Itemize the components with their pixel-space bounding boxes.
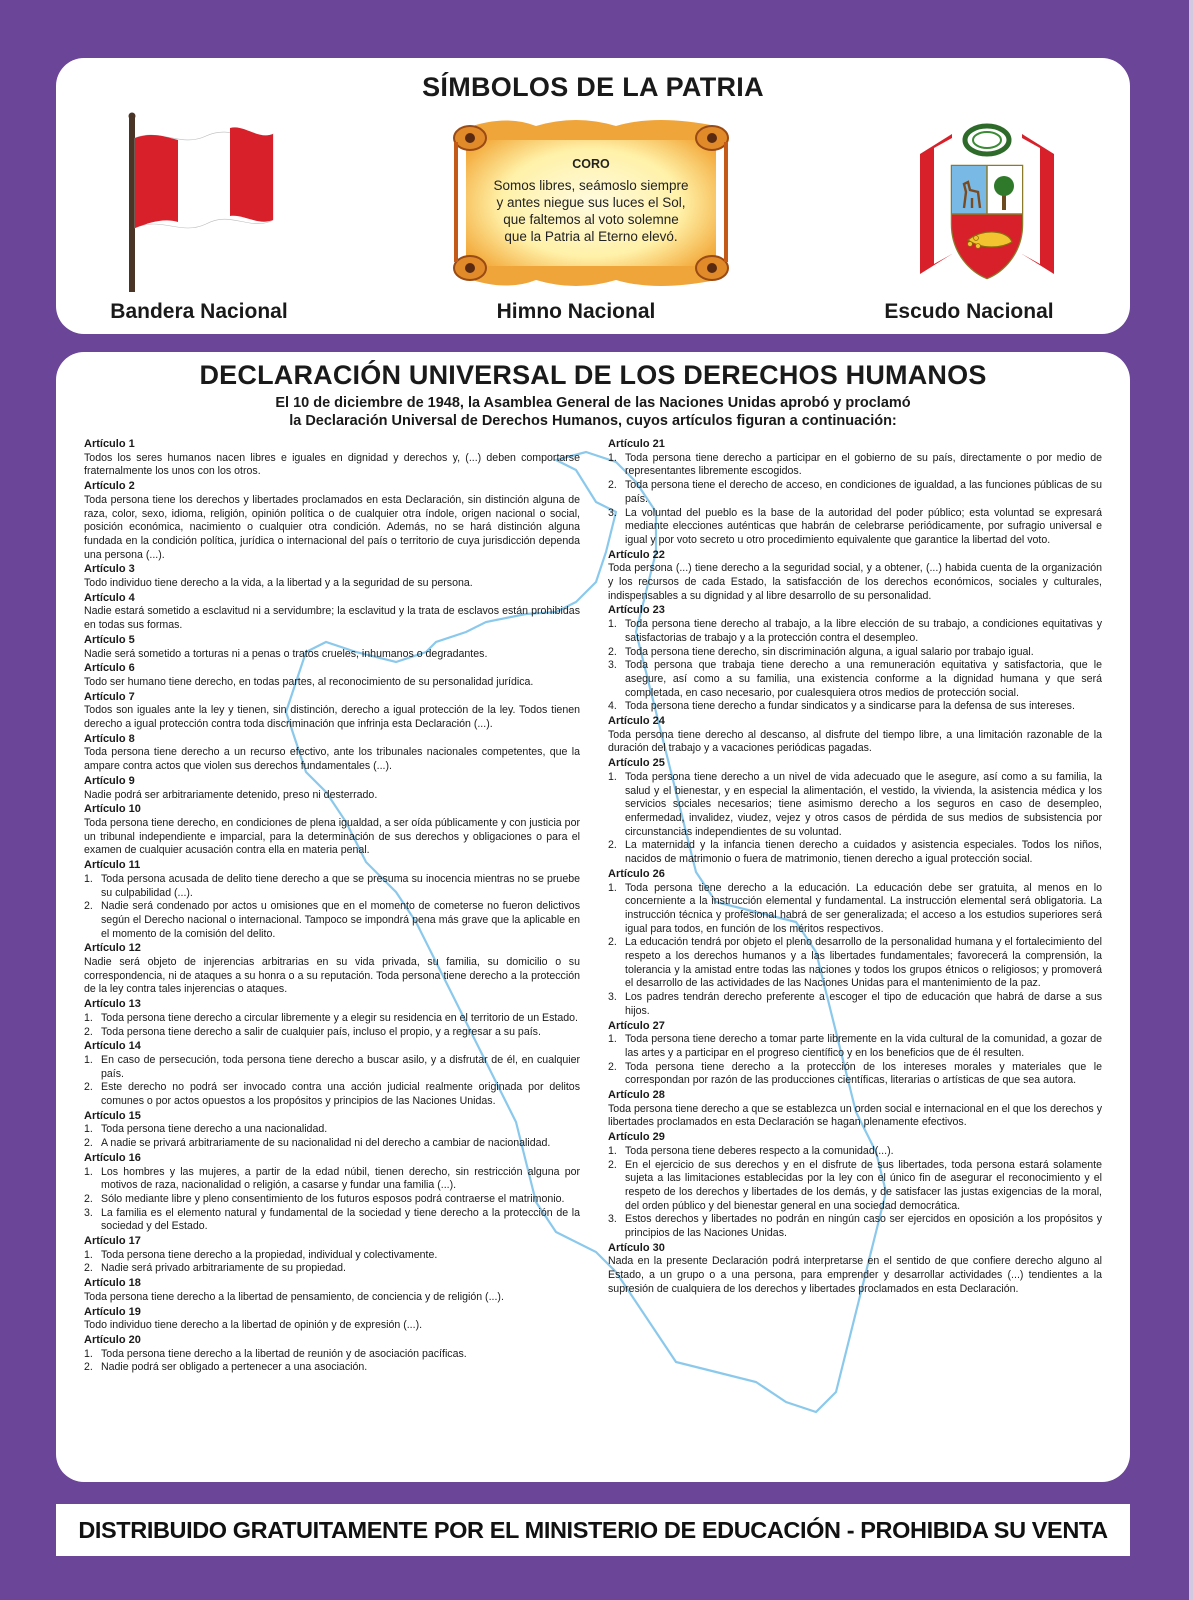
article (608, 604, 1102, 714)
article-item-number: 1. (608, 1144, 617, 1157)
article (84, 733, 580, 774)
article-item (84, 1026, 580, 1040)
article-item-number: 2. (608, 936, 617, 949)
article-text: Toda persona tiene los derechos y libertades proclamados en esta Declaración, sin distinción alguna de raza, color, sexo, idioma, religión, opinión política o de cualquier otra índole, origen nacional o social, posición económica, nacimiento o cualquier otra condición. Además, no se hará distinción alguna fundada en la condición política, jurídica o internacional del país o territorio de cuya jurisdicción dependa una persona (...). (84, 493, 580, 561)
article-item-text: Toda persona tiene derecho a la propiedad, individual y colectivamente. (101, 1248, 438, 1261)
article (84, 1235, 580, 1276)
article-item (608, 452, 1102, 479)
article (84, 662, 580, 689)
article (84, 1040, 580, 1109)
coat-of-arms-icon (912, 114, 1062, 292)
article-text: Toda persona tiene derecho a que se establezca un orden social e internacional en el que los derechos y libertades proclamados en esta Declaración se hagan plenamente efectivos. (608, 1102, 1102, 1129)
article-item-text: Estos derechos y libertades no podrán en ningún caso ser ejercidos en oposición a los propósitos y principios de las Naciones Unidas. (625, 1213, 1102, 1240)
article-item (84, 1348, 580, 1362)
shield-label: Escudo Nacional (884, 300, 1054, 323)
article-item (608, 839, 1102, 866)
article-item-number: 2. (608, 1060, 617, 1073)
article-item-number: 2. (84, 1137, 93, 1150)
article-text: Todo ser humano tiene derecho, en todas partes, al reconocimiento de su personalidad jurídica. (84, 675, 534, 688)
article-item-text: Toda persona tiene derecho a circular libremente y a elegir su residencia en el territorio de un Estado. (101, 1011, 578, 1024)
article-item-text: Nadie será condenado por actos u omisiones que en el momento de cometerse no fueron delictivos según el Derecho nacional o internacional. Tampoco se impondrá pena más grave que la aplicable en el momento de la comisión del delito. (101, 900, 580, 940)
article-item-number: 1. (84, 872, 93, 885)
anthem-scroll (446, 112, 736, 294)
article-title: Artículo 30 (608, 1241, 665, 1254)
article-item-text: Toda persona tiene derecho a salir de cualquier país, incluso el propio, y a regresar a su país. (101, 1025, 541, 1038)
article-title: Artículo 18 (84, 1277, 141, 1290)
flag-label: Bandera Nacional (110, 300, 288, 323)
article-item (608, 771, 1102, 840)
article-title: Artículo 5 (84, 633, 135, 646)
article-item (84, 1262, 580, 1276)
article-text: Nada en la presente Declaración podrá interpretarse en el sentido de que confiere derecho alguno al Estado, a un grupo o a una persona, para emprender y desarrollar actividades (...) tendientes a la supresión de cualquiera de los derechos y libertades proclamados en esta Declaración. (608, 1255, 1102, 1295)
article-item-text: Toda persona tiene derecho a una nacionalidad. (101, 1123, 328, 1136)
anthem-line: que la Patria al Eterno elevó. (504, 229, 678, 244)
article-title: Artículo 21 (608, 438, 665, 450)
article-item-number: 1. (84, 1053, 93, 1066)
article-item (608, 1145, 1102, 1159)
article-item (608, 882, 1102, 937)
article-text: Todo individuo tiene derecho a la libertad de opinión y de expresión (...). (84, 1319, 423, 1332)
articles-right-column (608, 438, 1102, 1298)
article-item-number: 1. (608, 1033, 617, 1046)
article-item-text: A nadie se privará arbitrariamente de su nacionalidad ni del derecho a cambiar de nacionalidad. (101, 1137, 551, 1150)
article-item (84, 1249, 580, 1263)
page-edge (1189, 0, 1193, 1600)
intro-line: la Declaración Universal de Derechos Humanos, cuyos artículos figuran a continuación: (289, 413, 897, 429)
article (84, 803, 580, 858)
article-item-number: 2. (84, 1361, 93, 1374)
article (608, 1242, 1102, 1297)
article-item-text: Toda persona tiene derecho a la libertad de reunión y de asociación pacíficas. (101, 1347, 467, 1360)
article-item-text: Toda persona tiene derecho a un nivel de vida adecuado que le asegure, así como a su familia, la salud y el bienestar, y en especial la alimentación, el vestido, la vivienda, la asistencia médica y los servicios sociales necesarios; tiene asimismo derecho a los seguros en caso de desempleo, enfermedad, invalidez, viudez, vejez y otros casos de pérdida de sus medios de subsistencia por circunstancias independientes de su voluntad. (625, 770, 1102, 838)
anthem-line: que faltemos al voto solemne (503, 212, 679, 227)
article-title: Artículo 16 (84, 1151, 141, 1164)
article-item-number: 4. (608, 700, 617, 713)
article-item (84, 1054, 580, 1081)
article-item-number: 2. (608, 645, 617, 658)
article-item-number: 1. (608, 770, 617, 783)
article-item (608, 618, 1102, 645)
article-item-text: La familia es el elemento natural y fundamental de la sociedad y tiene derecho a la protección de la sociedad y del Estado. (101, 1206, 580, 1233)
article-item-number: 1. (84, 1123, 93, 1136)
article-text: Nadie podrá ser arbitrariamente detenido, preso ni desterrado. (84, 788, 378, 801)
article-item (608, 1033, 1102, 1060)
article-text: Todo individuo tiene derecho a la vida, a la libertad y a la seguridad de su persona. (84, 577, 473, 590)
article (608, 868, 1102, 1019)
footer-banner (56, 1504, 1130, 1556)
article-text: Toda persona (...) tiene derecho a la seguridad social, y a obtener, (...) habida cuenta de la organización y los recursos de cada Estado, la satisfacción de los derechos económicos, sociales y culturales, indispensables a su dignidad y al libre desarrollo de su personalidad. (608, 562, 1102, 602)
article-text: Toda persona tiene derecho al descanso, al disfrute del tiempo libre, a una limitación razonable de la duración del trabajo y a vacaciones periódicas pagadas. (608, 728, 1102, 755)
article-item-text: Toda persona acusada de delito tiene derecho a que se presuma su inocencia mientras no se pruebe su culpabilidad (...). (101, 872, 580, 899)
article-title: Artículo 14 (84, 1040, 141, 1053)
declaration-intro (56, 394, 1130, 430)
article-item-number: 1. (84, 1347, 93, 1360)
symbols-title: SÍMBOLOS DE LA PATRIA (422, 72, 764, 102)
article-title: Artículo 27 (608, 1019, 665, 1032)
article-item-number: 2. (608, 479, 617, 492)
article-title: Artículo 28 (608, 1089, 665, 1102)
article-item (84, 900, 580, 941)
article-item (84, 873, 580, 900)
article-item (84, 1137, 580, 1151)
declaration-panel (56, 352, 1130, 1482)
article (608, 1131, 1102, 1241)
article-item (608, 1159, 1102, 1214)
article-title: Artículo 15 (84, 1109, 141, 1122)
article-item-text: Toda persona tiene deberes respecto a la comunidad(...). (625, 1144, 894, 1157)
article (608, 438, 1102, 548)
article-item-number: 1. (84, 1248, 93, 1261)
article-item (84, 1123, 580, 1137)
article-text: Nadie estará sometido a esclavitud ni a servidumbre; la esclavitud y la trata de esclavos están prohibidas en todas sus formas. (84, 605, 580, 632)
article-item (84, 1207, 580, 1234)
article-title: Artículo 3 (84, 563, 135, 576)
article-item-text: Toda persona tiene derecho a fundar sindicatos y a sindicarse para la defensa de sus intereses. (625, 700, 1075, 713)
article (608, 1089, 1102, 1130)
article-item-text: Toda persona tiene derecho a la educación. La educación debe ser gratuita, al menos en lo concerniente a la instrucción elemental y fundamental. La instrucción elemental será obligatoria. La instrucción técnica y profesional habrá de ser generalizada; el acceso a los estudios superiores será igual para todos, en función de los méritos respectivos. (625, 881, 1102, 935)
article-item-number: 3. (608, 659, 617, 672)
article-item-number: 1. (84, 1165, 93, 1178)
anthem-label: Himno Nacional (496, 300, 656, 323)
article-item-text: Toda persona que trabaja tiene derecho a una remuneración equitativa y satisfactoria, que le asegure, así como a su familia, una existencia conforme a la dignidad humana y que será completada, en caso necesario, por cualesquiera otros medios de protección social. (625, 659, 1102, 699)
article-item-text: En el ejercicio de sus derechos y en el disfrute de sus libertades, toda persona estará solamente sujeta a las limitaciones establecidas por la ley con el único fin de asegurar el reconocimiento y el respeto de los derechos y libertades de los demás, y de satisfacer las justas exigencias de la moral, del orden público y del bienestar general en una sociedad democrática. (625, 1158, 1102, 1212)
article-item-number: 3. (608, 506, 617, 519)
article (84, 634, 580, 661)
article-item (608, 507, 1102, 548)
article-title: Artículo 24 (608, 715, 665, 728)
article-title: Artículo 1 (84, 438, 135, 450)
article-title: Artículo 17 (84, 1235, 141, 1248)
article-text: Toda persona tiene derecho a un recurso efectivo, ante los tribunales nacionales competentes, que la ampare contra actos que violen sus derechos fundamentales (...). (84, 746, 580, 773)
article (84, 438, 580, 479)
article-item-text: Nadie podrá ser obligado a pertenecer a una asociación. (101, 1361, 368, 1374)
article-item-text: Toda persona tiene derecho a participar en el gobierno de su país, directamente o por medio de representantes libremente escogidos. (625, 451, 1102, 478)
article-text: Toda persona tiene derecho a la libertad de pensamiento, de conciencia y de religión (...). (84, 1290, 504, 1303)
article-title: Artículo 25 (608, 757, 665, 770)
article-item-text: Toda persona tiene derecho a la protección de los intereses morales y materiales que le correspondan por razón de las producciones científicas, literarias o artísticas de que sea autora. (625, 1060, 1102, 1087)
article-item-number: 2. (84, 900, 93, 913)
article-text: Nadie será objeto de injerencias arbitrarias en su vida privada, su familia, su domicilio o su correspondencia, ni de ataques a su honra o a su reputación. Toda persona tiene derecho a la protección de la ley contra tales injerencias o ataques. (84, 956, 580, 996)
article-item-number: 3. (84, 1206, 93, 1219)
article-item-number: 2. (608, 839, 617, 852)
article-item-number: 3. (608, 991, 617, 1004)
article-title: Artículo 9 (84, 774, 135, 787)
article-title: Artículo 29 (608, 1131, 665, 1144)
anthem-line: y antes niegue sus luces el Sol, (496, 195, 686, 210)
article-item-text: Toda persona tiene derecho a tomar parte libremente en la vida cultural de la comunidad, a gozar de las artes y a participar en el progreso científico y en los beneficios que de él resulten. (625, 1033, 1102, 1059)
article-item-number: 2. (84, 1025, 93, 1038)
article (84, 1306, 580, 1333)
article-item-text: Los padres tendrán derecho preferente a escoger el tipo de educación que habrá de darse a sus hijos. (625, 991, 1102, 1017)
article-item-text: La voluntad del pueblo es la base de la autoridad del poder público; esta voluntad se expresará mediante elecciones auténticas que habrán de celebrarse periódicamente, por sufragio universal e igual y por voto secreto u otro procedimiento equivalente que garantice la libertad del voto. (625, 506, 1102, 546)
anthem-line: Somos libres, seámoslo siempre (493, 178, 689, 193)
article (84, 563, 580, 590)
article-item-text: Los hombres y las mujeres, a partir de la edad núbil, tienen derecho, sin restricción alguna por motivos de raza, nacionalidad o religión, a casarse y fundar una familia (...). (101, 1165, 580, 1192)
article (84, 998, 580, 1039)
article-item-number: 2. (84, 1262, 93, 1275)
article-item (608, 1213, 1102, 1240)
article-title: Artículo 13 (84, 998, 141, 1011)
footer-text: DISTRIBUIDO GRATUITAMENTE POR EL MINISTERIO DE EDUCACIÓN - PROHIBIDA SU VENTA (78, 1516, 1108, 1543)
article-text: Toda persona tiene derecho, en condiciones de plena igualdad, a ser oída públicamente y con justicia por un tribunal independiente e imparcial, para la determinación de sus derechos y obligaciones o para el examen de cualquier acusación contra ella en materia penal. (84, 816, 580, 857)
article-text: Todos son iguales ante la ley y tienen, sin distinción, derecho a igual protección de la ley. Todos tienen derecho a igual protección contra toda discriminación que infrinja esta Declaración (...). (84, 704, 580, 731)
article-title: Artículo 19 (84, 1305, 141, 1318)
article (84, 775, 580, 802)
article-item-text: Toda persona tiene derecho, sin discriminación alguna, a igual salario por trabajo igual. (625, 645, 1034, 658)
article-title: Artículo 4 (84, 591, 135, 604)
national-flag-image (126, 110, 276, 294)
article-item-text: Sólo mediante libre y pleno consentimiento de los futuros esposos podrá contraerse el matrimonio. (101, 1192, 565, 1205)
article-title: Artículo 26 (608, 867, 665, 880)
intro-line: El 10 de diciembre de 1948, la Asamblea General de las Naciones Unidas aprobó y proclamó (275, 395, 911, 411)
article-item (84, 1012, 580, 1026)
article (608, 549, 1102, 604)
article (84, 691, 580, 732)
article-title: Artículo 10 (84, 803, 141, 816)
article-item-number: 1. (608, 881, 617, 894)
article-item-number: 3. (608, 1213, 617, 1226)
article-title: Artículo 23 (608, 604, 665, 617)
article-item-text: Nadie será privado arbitrariamente de su propiedad. (101, 1262, 346, 1275)
article-title: Artículo 11 (84, 859, 141, 872)
article-item (608, 936, 1102, 991)
article-item-number: 1. (608, 618, 617, 631)
article (608, 757, 1102, 867)
anthem-heading: CORO (572, 157, 610, 171)
article (84, 480, 580, 562)
coat-of-arms-image (912, 114, 1062, 292)
article-item (608, 991, 1102, 1018)
article-item-text: Este derecho no podrá ser invocado contra una acción judicial realmente originada por delitos comunes o por actos opuestos a los propósitos y principios de las Naciones Unidas. (101, 1081, 580, 1108)
article-item-number: 2. (84, 1192, 93, 1205)
anthem-chorus (486, 156, 696, 245)
article (84, 1277, 580, 1304)
article-title: Artículo 6 (84, 662, 135, 675)
article-item (84, 1081, 580, 1108)
article-title: Artículo 20 (84, 1334, 141, 1346)
article-item-number: 1. (608, 451, 617, 464)
article-item (608, 659, 1102, 700)
symbols-panel (56, 58, 1130, 334)
article-item-text: La educación tendrá por objeto el pleno desarrollo de la personalidad humana y el fortalecimiento del respeto a los derechos humanos y a las libertades fundamentales; favorecerá la comprensión, la tolerancia y la amistad entre todas las naciones y todos los grupos étnicos o religiosos; y promoverá el desarrollo de las actividades de las Naciones Unidas para el mantenimiento de la paz. (625, 936, 1102, 990)
declaration-title: DECLARACIÓN UNIVERSAL DE LOS DERECHOS HUMANOS (199, 360, 987, 390)
article (84, 1334, 580, 1375)
article-item (608, 479, 1102, 506)
article (84, 592, 580, 633)
article (84, 859, 580, 941)
article-item (84, 1166, 580, 1193)
article-title: Artículo 2 (84, 480, 135, 493)
article-title: Artículo 7 (84, 690, 135, 703)
flag-icon (126, 110, 276, 294)
article-item-number: 2. (84, 1081, 93, 1094)
articles-left-column (84, 438, 580, 1376)
article-title: Artículo 8 (84, 732, 135, 745)
article-text: Todos los seres humanos nacen libres e iguales en dignidad y derechos y, (...) deben comportarse fraternalmente los unos con los otros. (84, 451, 580, 478)
article-title: Artículo 22 (608, 548, 665, 561)
article-item-number: 1. (84, 1011, 93, 1024)
article (608, 715, 1102, 756)
article (84, 942, 580, 997)
article (84, 1152, 580, 1234)
article-item-number: 2. (608, 1158, 617, 1171)
article-item-text: En caso de persecución, toda persona tiene derecho a buscar asilo, y a disfrutar de él, en cualquier país. (101, 1053, 580, 1080)
article-item (608, 700, 1102, 714)
article (84, 1110, 580, 1151)
article (608, 1020, 1102, 1089)
article-item-text: Toda persona tiene derecho al trabajo, a la libre elección de su trabajo, a condiciones equitativas y satisfactorias de trabajo y a la protección contra el desempleo. (625, 618, 1102, 644)
article-item (608, 1061, 1102, 1088)
article-item (84, 1193, 580, 1207)
article-item (84, 1361, 580, 1375)
article-item-text: Toda persona tiene el derecho de acceso, en condiciones de igualdad, a las funciones públicas de su país. (625, 479, 1102, 505)
article-text: Nadie será sometido a torturas ni a penas o tratos crueles, inhumanos o degradantes. (84, 647, 488, 660)
article-title: Artículo 12 (84, 942, 141, 955)
article-item-text: La maternidad y la infancia tienen derecho a cuidados y asistencia especiales. Todos los niños, nacidos de matrimonio o fuera de matrimonio, tienen derecho a igual protección social. (625, 839, 1102, 866)
article-item (608, 646, 1102, 660)
